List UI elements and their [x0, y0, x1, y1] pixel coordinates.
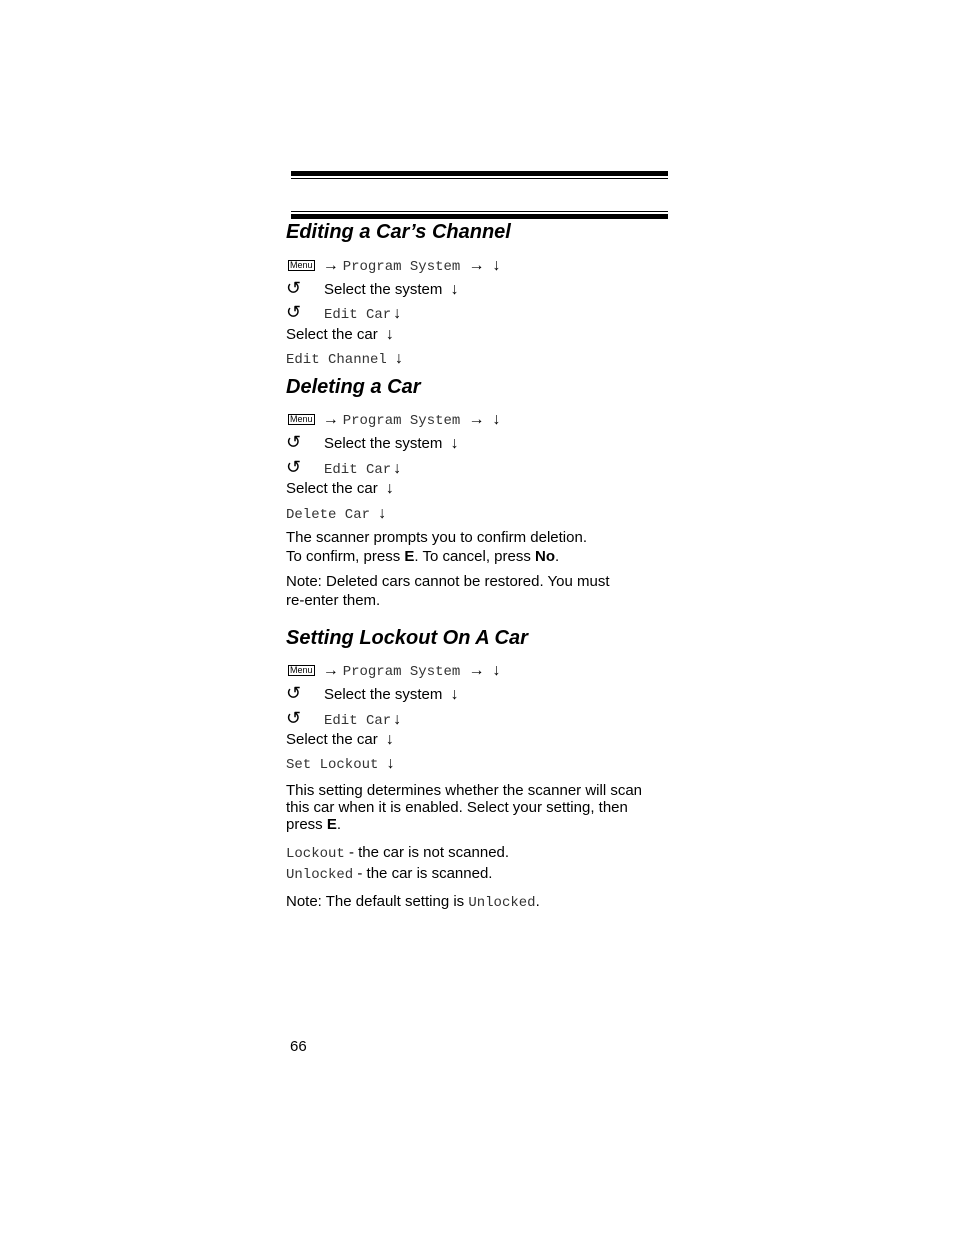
prompt-line-1: The scanner prompts you to confirm deletion.	[286, 529, 587, 546]
select-car-label: Select the car	[286, 480, 378, 497]
key-e-label: E	[404, 548, 415, 565]
delete-prompt-paragraph	[286, 528, 661, 566]
set-lockout-label: Set Lockout	[286, 757, 379, 773]
step-select-car	[286, 325, 398, 345]
prompt-line-2	[286, 547, 661, 566]
page-number: 66	[290, 1038, 307, 1055]
note-line-1: Note: Deleted cars cannot be restored. You must	[286, 573, 610, 590]
desc-line-2: this car when it is enabled. Select your setting, then	[286, 799, 628, 816]
delete-note-paragraph	[286, 572, 661, 610]
step-select-car	[286, 730, 398, 750]
option-text: - the car is scanned.	[353, 865, 493, 882]
edit-channel-label: Edit Channel	[286, 352, 387, 368]
delete-car-label: Delete Car	[286, 507, 371, 523]
header-rule-top	[291, 171, 668, 179]
desc-text: press	[286, 816, 327, 833]
down-arrow-icon: ↓	[492, 411, 501, 428]
rotate-icon: ↺	[286, 457, 302, 477]
down-arrow-icon: ↓	[386, 755, 395, 772]
edit-car-label: Edit Car	[324, 462, 392, 478]
prompt-text: To confirm, press	[286, 548, 405, 565]
step-final	[286, 349, 407, 369]
section-title-delete-car: Deleting a Car	[286, 376, 421, 398]
header-rule-bottom	[291, 211, 668, 219]
step-menu-program	[286, 410, 504, 430]
down-arrow-icon: ↓	[393, 711, 402, 728]
program-system-label: Program System	[342, 413, 461, 429]
menu-key-icon: Menu	[290, 259, 313, 270]
down-arrow-icon: ↓	[393, 305, 402, 322]
step-select-system	[286, 278, 463, 298]
right-arrow-icon: →	[322, 257, 339, 274]
unlocked-code: Unlocked	[468, 895, 536, 911]
program-system-label: Program System	[342, 664, 461, 680]
right-arrow-icon: →	[322, 411, 339, 428]
unlocked-code: Unlocked	[286, 867, 354, 883]
down-arrow-icon: ↓	[393, 460, 402, 477]
lockout-options	[286, 843, 661, 885]
edit-car-label: Edit Car	[324, 713, 392, 729]
edit-car-label: Edit Car	[324, 307, 392, 323]
select-system-label: Select the system	[324, 686, 443, 703]
lockout-description	[286, 782, 661, 833]
step-select-system	[286, 432, 463, 452]
prompt-text: .	[555, 548, 560, 565]
menu-key-icon: Menu	[290, 413, 313, 424]
step-select-car	[286, 479, 398, 499]
option-lockout	[286, 843, 661, 864]
select-system-label: Select the system	[324, 281, 443, 298]
step-select-system	[286, 683, 463, 703]
rule-thin	[291, 178, 668, 179]
step-final	[286, 504, 390, 524]
step-edit-car	[286, 457, 405, 477]
down-arrow-icon: ↓	[378, 505, 387, 522]
select-system-label: Select the system	[324, 435, 443, 452]
lockout-note	[286, 892, 661, 913]
desc-text: .	[336, 816, 342, 833]
down-arrow-icon: ↓	[385, 731, 394, 748]
rule-thick	[291, 214, 668, 219]
step-edit-car	[286, 302, 405, 322]
rotate-icon: ↺	[286, 302, 302, 322]
select-car-label: Select the car	[286, 326, 378, 343]
step-edit-car	[286, 708, 405, 728]
rotate-icon: ↺	[286, 708, 302, 728]
down-arrow-icon: ↓	[450, 281, 459, 298]
section-title-edit-channel: Editing a Car’s Channel	[286, 221, 511, 243]
step-menu-program	[286, 661, 504, 681]
key-no-label: No	[535, 548, 556, 565]
menu-key-icon: Menu	[290, 664, 313, 675]
rotate-icon: ↺	[286, 278, 302, 298]
lockout-code: Lockout	[286, 846, 345, 862]
option-unlocked	[286, 864, 661, 885]
option-text: - the car is not scanned.	[344, 844, 510, 861]
rotate-icon: ↺	[286, 683, 302, 703]
desc-line-1: This setting determines whether the scanner will scan	[286, 782, 643, 799]
key-e-label: E	[326, 816, 337, 833]
rotate-icon: ↺	[286, 432, 302, 452]
down-arrow-icon: ↓	[492, 257, 501, 274]
note-line-2: re-enter them.	[286, 592, 381, 609]
select-car-label: Select the car	[286, 731, 378, 748]
down-arrow-icon: ↓	[385, 326, 394, 343]
down-arrow-icon: ↓	[492, 662, 501, 679]
step-final	[286, 754, 399, 774]
program-system-label: Program System	[342, 259, 461, 275]
prompt-text: . To cancel, press	[414, 548, 536, 565]
right-arrow-icon: →	[468, 662, 485, 679]
step-menu-program	[286, 256, 504, 276]
down-arrow-icon: ↓	[450, 686, 459, 703]
note-text: .	[535, 893, 540, 910]
rule-thin	[291, 211, 668, 212]
note-text: Note: The default setting is	[286, 893, 469, 910]
desc-line-3	[286, 816, 661, 833]
down-arrow-icon: ↓	[385, 480, 394, 497]
rule-thick	[291, 171, 668, 176]
section-title-lockout: Setting Lockout On A Car	[286, 627, 528, 649]
down-arrow-icon: ↓	[450, 435, 459, 452]
down-arrow-icon: ↓	[395, 350, 403, 367]
right-arrow-icon: →	[468, 411, 485, 428]
right-arrow-icon: →	[322, 662, 339, 679]
right-arrow-icon: →	[468, 257, 485, 274]
